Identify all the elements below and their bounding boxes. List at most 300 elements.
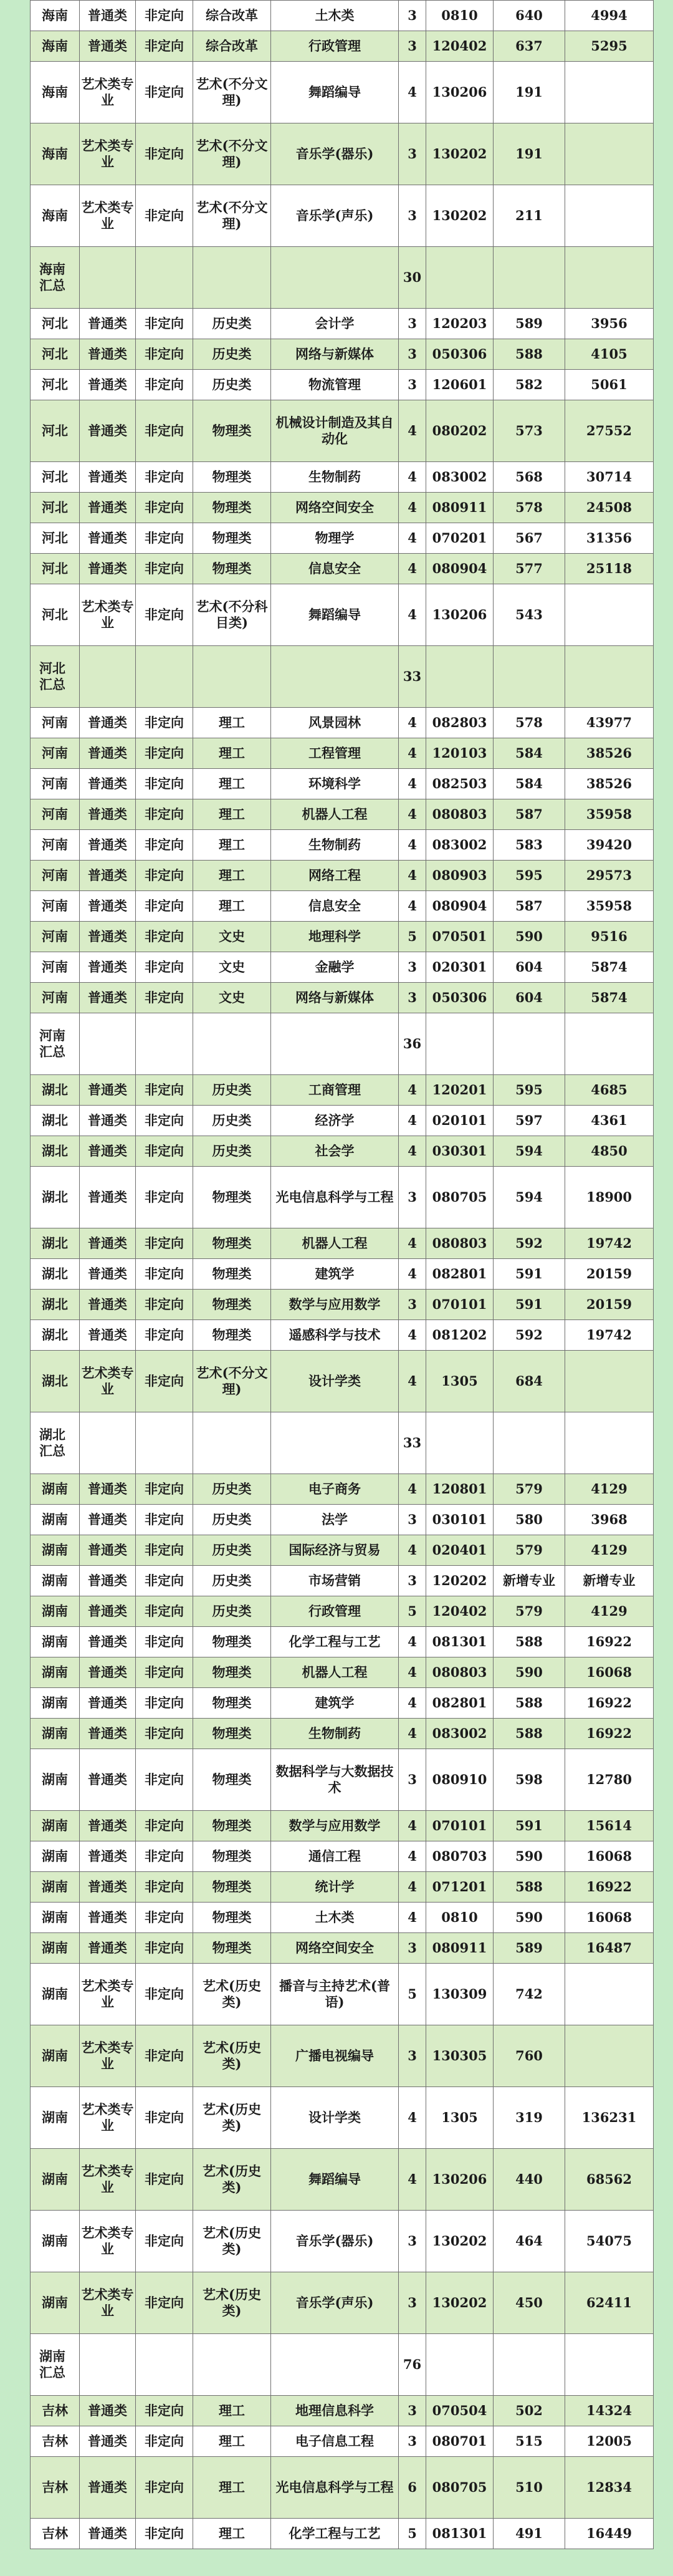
cell-major: 社会学: [271, 1136, 399, 1167]
cell-subject-type: 历史类: [193, 339, 271, 370]
table-row: [31, 1136, 654, 1167]
cell-province: 湖南: [31, 1872, 80, 1903]
cell-province: 河北: [31, 309, 80, 339]
cell-rank: 4685: [565, 1075, 654, 1106]
cell-province: 河北: [31, 523, 80, 554]
cell-duration: 4: [399, 1872, 426, 1903]
table-row: [31, 1566, 654, 1596]
cell-rank: 39420: [565, 830, 654, 861]
cell-major-code: 082801: [426, 1259, 494, 1290]
cell-score: 578: [494, 493, 565, 523]
cell-subject-type: 历史类: [193, 1136, 271, 1167]
cell-category: 普通类: [80, 952, 136, 983]
table-row: [31, 1749, 654, 1811]
cell-category: 普通类: [80, 799, 136, 830]
cell-duration: 4: [399, 462, 426, 493]
cell-score: 568: [494, 462, 565, 493]
cell-duration: 4: [399, 584, 426, 646]
cell-major-code: 081301: [426, 2519, 494, 2549]
cell-province: 湖南: [31, 1933, 80, 1964]
table-row: [31, 370, 654, 400]
table-row: [31, 922, 654, 952]
cell-subject-type: 历史类: [193, 1474, 271, 1505]
cell-score: 595: [494, 861, 565, 891]
cell-major-code: 130206: [426, 584, 494, 646]
cell-major-code: 020401: [426, 1535, 494, 1566]
cell-major: 环境科学: [271, 769, 399, 799]
cell-major: 播音与主持艺术(普语): [271, 1964, 399, 2025]
cell-duration: 4: [399, 1136, 426, 1167]
cell-duration: 4: [399, 1351, 426, 1412]
cell-duration: 4: [399, 738, 426, 769]
cell-province: 河北: [31, 493, 80, 523]
cell-subject-type: 历史类: [193, 1535, 271, 1566]
table-row: [31, 1627, 654, 1657]
cell-score: 595: [494, 1075, 565, 1106]
cell-score: 578: [494, 708, 565, 738]
cell-major-code: 0810: [426, 1903, 494, 1933]
cell-category: 普通类: [80, 708, 136, 738]
cell-orientation: [136, 1013, 193, 1075]
cell-rank: [565, 1351, 654, 1412]
cell-rank: 3968: [565, 1505, 654, 1535]
cell-rank: 35958: [565, 799, 654, 830]
cell-duration: 4: [399, 1535, 426, 1566]
cell-rank: 4850: [565, 1136, 654, 1167]
table-row: [31, 1811, 654, 1841]
cell-duration: 4: [399, 891, 426, 922]
cell-duration: 4: [399, 1688, 426, 1719]
cell-category: 艺术类专业: [80, 2211, 136, 2272]
cell-orientation: 非定向: [136, 2519, 193, 2549]
cell-major: 设计学类: [271, 2087, 399, 2149]
cell-province: 海南: [31, 123, 80, 185]
cell-duration: 3: [399, 309, 426, 339]
cell-subject-type: 物理类: [193, 1627, 271, 1657]
cell-subject-type: 艺术(不分文理): [193, 1351, 271, 1412]
cell-orientation: 非定向: [136, 1749, 193, 1811]
cell-subject-type: [193, 247, 271, 309]
cell-rank: 16922: [565, 1688, 654, 1719]
table-row: [31, 1841, 654, 1872]
cell-major: 生物制药: [271, 1719, 399, 1749]
cell-rank: 29573: [565, 861, 654, 891]
cell-major: 音乐学(声乐): [271, 2272, 399, 2334]
cell-score: 543: [494, 584, 565, 646]
table-row: [31, 708, 654, 738]
cell-duration: 3: [399, 2272, 426, 2334]
cell-duration: 3: [399, 952, 426, 983]
table-row: [31, 2025, 654, 2087]
table-row: [31, 2149, 654, 2211]
cell-duration: 33: [399, 1412, 426, 1474]
cell-duration: 4: [399, 1320, 426, 1351]
cell-duration: 4: [399, 1106, 426, 1136]
cell-province: 湖南: [31, 1688, 80, 1719]
cell-orientation: 非定向: [136, 1320, 193, 1351]
cell-rank: 4129: [565, 1596, 654, 1627]
cell-orientation: 非定向: [136, 554, 193, 584]
cell-rank: [565, 2025, 654, 2087]
cell-category: 普通类: [80, 1106, 136, 1136]
cell-score: 760: [494, 2025, 565, 2087]
cell-rank: 19742: [565, 1320, 654, 1351]
cell-score: 590: [494, 1841, 565, 1872]
cell-score: 579: [494, 1474, 565, 1505]
cell-duration: 4: [399, 400, 426, 462]
cell-subject-type: 物理类: [193, 1167, 271, 1228]
cell-subject-type: 艺术(不分文理): [193, 62, 271, 123]
cell-province: 河南: [31, 891, 80, 922]
cell-category: 普通类: [80, 309, 136, 339]
cell-major: 电子信息工程: [271, 2426, 399, 2457]
cell-major-code: 080904: [426, 891, 494, 922]
table-row: [31, 185, 654, 247]
cell-major: 机器人工程: [271, 1657, 399, 1688]
cell-major: 音乐学(器乐): [271, 123, 399, 185]
cell-orientation: 非定向: [136, 1964, 193, 2025]
cell-province: 海南: [31, 62, 80, 123]
cell-duration: 4: [399, 2087, 426, 2149]
cell-duration: 4: [399, 1719, 426, 1749]
cell-orientation: 非定向: [136, 922, 193, 952]
cell-province: 湖南汇总: [31, 2334, 80, 2396]
cell-orientation: 非定向: [136, 1596, 193, 1627]
cell-orientation: 非定向: [136, 1167, 193, 1228]
cell-subject-type: 理工: [193, 738, 271, 769]
cell-duration: 3: [399, 1505, 426, 1535]
cell-score: 440: [494, 2149, 565, 2211]
cell-major-code: 130202: [426, 123, 494, 185]
cell-duration: 4: [399, 62, 426, 123]
cell-score: 510: [494, 2457, 565, 2519]
cell-score: 591: [494, 1290, 565, 1320]
cell-score: 319: [494, 2087, 565, 2149]
cell-duration: 4: [399, 2149, 426, 2211]
cell-province: 湖北: [31, 1259, 80, 1290]
cell-rank: [565, 584, 654, 646]
cell-score: 587: [494, 799, 565, 830]
cell-duration: 3: [399, 2396, 426, 2426]
cell-subject-type: 艺术(历史类): [193, 1964, 271, 2025]
cell-category: 普通类: [80, 1075, 136, 1106]
table-row: [31, 2519, 654, 2549]
cell-orientation: 非定向: [136, 339, 193, 370]
cell-subject-type: 艺术(历史类): [193, 2211, 271, 2272]
table-row: [31, 891, 654, 922]
cell-category: 艺术类专业: [80, 62, 136, 123]
cell-province: 湖南: [31, 1657, 80, 1688]
cell-province: 河南: [31, 769, 80, 799]
cell-province: 湖南: [31, 2272, 80, 2334]
cell-subject-type: 理工: [193, 830, 271, 861]
cell-major: 行政管理: [271, 31, 399, 62]
cell-score: 592: [494, 1228, 565, 1259]
table-row: [31, 554, 654, 584]
cell-major: 工程管理: [271, 738, 399, 769]
cell-duration: 4: [399, 799, 426, 830]
cell-orientation: 非定向: [136, 123, 193, 185]
cell-orientation: [136, 646, 193, 708]
cell-duration: 4: [399, 554, 426, 584]
cell-duration: 4: [399, 1075, 426, 1106]
cell-duration: 3: [399, 31, 426, 62]
cell-duration: 3: [399, 2025, 426, 2087]
cell-major: [271, 2334, 399, 2396]
cell-orientation: 非定向: [136, 62, 193, 123]
cell-orientation: 非定向: [136, 2211, 193, 2272]
cell-major-code: 120203: [426, 309, 494, 339]
cell-duration: 3: [399, 2211, 426, 2272]
cell-category: 普通类: [80, 1933, 136, 1964]
cell-subject-type: 理工: [193, 2396, 271, 2426]
cell-orientation: 非定向: [136, 1351, 193, 1412]
cell-major: 经济学: [271, 1106, 399, 1136]
cell-major: 舞蹈编导: [271, 2149, 399, 2211]
cell-province: 湖南: [31, 1627, 80, 1657]
cell-orientation: 非定向: [136, 1841, 193, 1872]
cell-major-code: 120103: [426, 738, 494, 769]
cell-score: 684: [494, 1351, 565, 1412]
cell-orientation: 非定向: [136, 523, 193, 554]
cell-rank: 35958: [565, 891, 654, 922]
cell-orientation: 非定向: [136, 309, 193, 339]
cell-rank: 新增专业: [565, 1566, 654, 1596]
cell-category: 普通类: [80, 1903, 136, 1933]
cell-orientation: 非定向: [136, 2025, 193, 2087]
cell-rank: 4105: [565, 339, 654, 370]
cell-major-code: 0810: [426, 1, 494, 31]
cell-rank: 16487: [565, 1933, 654, 1964]
table-row: [31, 123, 654, 185]
cell-category: 普通类: [80, 1259, 136, 1290]
table-row: [31, 309, 654, 339]
table-row: [31, 62, 654, 123]
cell-orientation: 非定向: [136, 952, 193, 983]
cell-province: 河南: [31, 738, 80, 769]
cell-category: 普通类: [80, 1136, 136, 1167]
cell-category: 普通类: [80, 1228, 136, 1259]
cell-major-code: 083002: [426, 1719, 494, 1749]
cell-score: 589: [494, 309, 565, 339]
cell-orientation: 非定向: [136, 983, 193, 1013]
cell-score: 579: [494, 1535, 565, 1566]
cell-category: 普通类: [80, 1749, 136, 1811]
cell-major: 音乐学(声乐): [271, 185, 399, 247]
cell-rank: [565, 1013, 654, 1075]
cell-province: 湖南: [31, 1535, 80, 1566]
cell-province: 河南: [31, 830, 80, 861]
cell-orientation: 非定向: [136, 1505, 193, 1535]
cell-duration: 3: [399, 1, 426, 31]
cell-major-code: 080701: [426, 2426, 494, 2457]
cell-province: 河南汇总: [31, 1013, 80, 1075]
cell-major: 广播电视编导: [271, 2025, 399, 2087]
cell-major-code: 081202: [426, 1320, 494, 1351]
cell-orientation: 非定向: [136, 493, 193, 523]
cell-subject-type: 理工: [193, 861, 271, 891]
cell-major-code: 070501: [426, 922, 494, 952]
cell-rank: 16068: [565, 1903, 654, 1933]
cell-category: 普通类: [80, 861, 136, 891]
table-row: [31, 861, 654, 891]
cell-major-code: 030101: [426, 1505, 494, 1535]
cell-major: 音乐学(器乐): [271, 2211, 399, 2272]
cell-duration: 4: [399, 708, 426, 738]
table-row: [31, 2272, 654, 2334]
cell-category: 普通类: [80, 922, 136, 952]
cell-subject-type: 艺术(不分文理): [193, 123, 271, 185]
cell-orientation: 非定向: [136, 2396, 193, 2426]
cell-subject-type: 物理类: [193, 462, 271, 493]
table-row: [31, 2087, 654, 2149]
cell-subject-type: 物理类: [193, 1228, 271, 1259]
cell-score: 584: [494, 769, 565, 799]
cell-province: 河南: [31, 708, 80, 738]
cell-subject-type: 文史: [193, 952, 271, 983]
cell-duration: 4: [399, 1811, 426, 1841]
cell-category: 普通类: [80, 1657, 136, 1688]
cell-province: 河北: [31, 339, 80, 370]
table-row: [31, 1657, 654, 1688]
table-row: [31, 2396, 654, 2426]
cell-orientation: 非定向: [136, 708, 193, 738]
cell-major: 数据科学与大数据技术: [271, 1749, 399, 1811]
cell-duration: 5: [399, 2519, 426, 2549]
cell-orientation: 非定向: [136, 861, 193, 891]
cell-duration: 4: [399, 830, 426, 861]
cell-major-code: 070201: [426, 523, 494, 554]
cell-major: 信息安全: [271, 891, 399, 922]
cell-orientation: 非定向: [136, 1535, 193, 1566]
cell-duration: 5: [399, 1964, 426, 2025]
cell-score: 592: [494, 1320, 565, 1351]
cell-score: 191: [494, 123, 565, 185]
cell-major-code: 082801: [426, 1688, 494, 1719]
cell-subject-type: 历史类: [193, 370, 271, 400]
cell-major-code: 080910: [426, 1749, 494, 1811]
cell-category: 艺术类专业: [80, 584, 136, 646]
cell-score: [494, 247, 565, 309]
cell-subject-type: 物理类: [193, 1872, 271, 1903]
cell-category: 普通类: [80, 891, 136, 922]
cell-orientation: 非定向: [136, 769, 193, 799]
cell-province: 河北: [31, 584, 80, 646]
cell-rank: 27552: [565, 400, 654, 462]
cell-province: 湖北: [31, 1136, 80, 1167]
cell-duration: 3: [399, 1749, 426, 1811]
table-row: [31, 2426, 654, 2457]
cell-major-code: 1305: [426, 2087, 494, 2149]
cell-province: 湖南: [31, 1566, 80, 1596]
cell-province: 湖南: [31, 1749, 80, 1811]
cell-subject-type: 物理类: [193, 523, 271, 554]
cell-category: 艺术类专业: [80, 2087, 136, 2149]
cell-subject-type: 理工: [193, 891, 271, 922]
cell-major: 网络空间安全: [271, 493, 399, 523]
cell-major-code: 081301: [426, 1627, 494, 1657]
cell-category: 艺术类专业: [80, 123, 136, 185]
table-row: [31, 1719, 654, 1749]
cell-major-code: 070504: [426, 2396, 494, 2426]
cell-major: 机器人工程: [271, 1228, 399, 1259]
cell-subject-type: 理工: [193, 2457, 271, 2519]
cell-rank: 68562: [565, 2149, 654, 2211]
table-row: [31, 1505, 654, 1535]
cell-orientation: 非定向: [136, 1811, 193, 1841]
cell-score: 587: [494, 891, 565, 922]
cell-province: 湖南: [31, 1903, 80, 1933]
cell-province: 河北: [31, 370, 80, 400]
cell-province: 湖南: [31, 2087, 80, 2149]
cell-major: 光电信息科学与工程: [271, 1167, 399, 1228]
cell-rank: 5874: [565, 952, 654, 983]
cell-category: 普通类: [80, 1167, 136, 1228]
cell-major-code: 082803: [426, 708, 494, 738]
cell-major-code: 120402: [426, 1596, 494, 1627]
cell-category: 普通类: [80, 462, 136, 493]
cell-category: 普通类: [80, 493, 136, 523]
cell-score: 584: [494, 738, 565, 769]
cell-category: [80, 646, 136, 708]
table-row: [31, 1320, 654, 1351]
cell-category: 艺术类专业: [80, 2272, 136, 2334]
cell-score: 588: [494, 1627, 565, 1657]
cell-province: 河南: [31, 922, 80, 952]
cell-rank: 30714: [565, 462, 654, 493]
cell-subject-type: 历史类: [193, 1566, 271, 1596]
cell-category: 普通类: [80, 1474, 136, 1505]
cell-rank: 18900: [565, 1167, 654, 1228]
cell-major: 行政管理: [271, 1596, 399, 1627]
cell-rank: 9516: [565, 922, 654, 952]
cell-category: 普通类: [80, 2426, 136, 2457]
cell-category: 艺术类专业: [80, 1964, 136, 2025]
cell-orientation: 非定向: [136, 2457, 193, 2519]
cell-major-code: 080803: [426, 799, 494, 830]
cell-category: 普通类: [80, 1290, 136, 1320]
cell-duration: 4: [399, 1903, 426, 1933]
cell-major-code: 120202: [426, 1566, 494, 1596]
cell-score: 598: [494, 1749, 565, 1811]
cell-major-code: 120601: [426, 370, 494, 400]
cell-score: 583: [494, 830, 565, 861]
cell-orientation: 非定向: [136, 185, 193, 247]
table-row: [31, 952, 654, 983]
cell-subject-type: 物理类: [193, 1657, 271, 1688]
cell-score: 515: [494, 2426, 565, 2457]
cell-major: 信息安全: [271, 554, 399, 584]
table-row: [31, 1228, 654, 1259]
cell-major-code: 130206: [426, 62, 494, 123]
cell-orientation: 非定向: [136, 1566, 193, 1596]
cell-orientation: 非定向: [136, 1872, 193, 1903]
cell-rank: 19742: [565, 1228, 654, 1259]
cell-major-code: [426, 247, 494, 309]
summary-row: [31, 2334, 654, 2396]
cell-score: 211: [494, 185, 565, 247]
cell-major-code: 1305: [426, 1351, 494, 1412]
cell-major: 化学工程与工艺: [271, 2519, 399, 2549]
summary-row: [31, 646, 654, 708]
cell-province: 湖北汇总: [31, 1412, 80, 1474]
cell-category: 普通类: [80, 769, 136, 799]
cell-category: 普通类: [80, 830, 136, 861]
cell-score: 590: [494, 922, 565, 952]
cell-province: 湖南: [31, 2025, 80, 2087]
cell-rank: 38526: [565, 769, 654, 799]
cell-subject-type: 物理类: [193, 1719, 271, 1749]
